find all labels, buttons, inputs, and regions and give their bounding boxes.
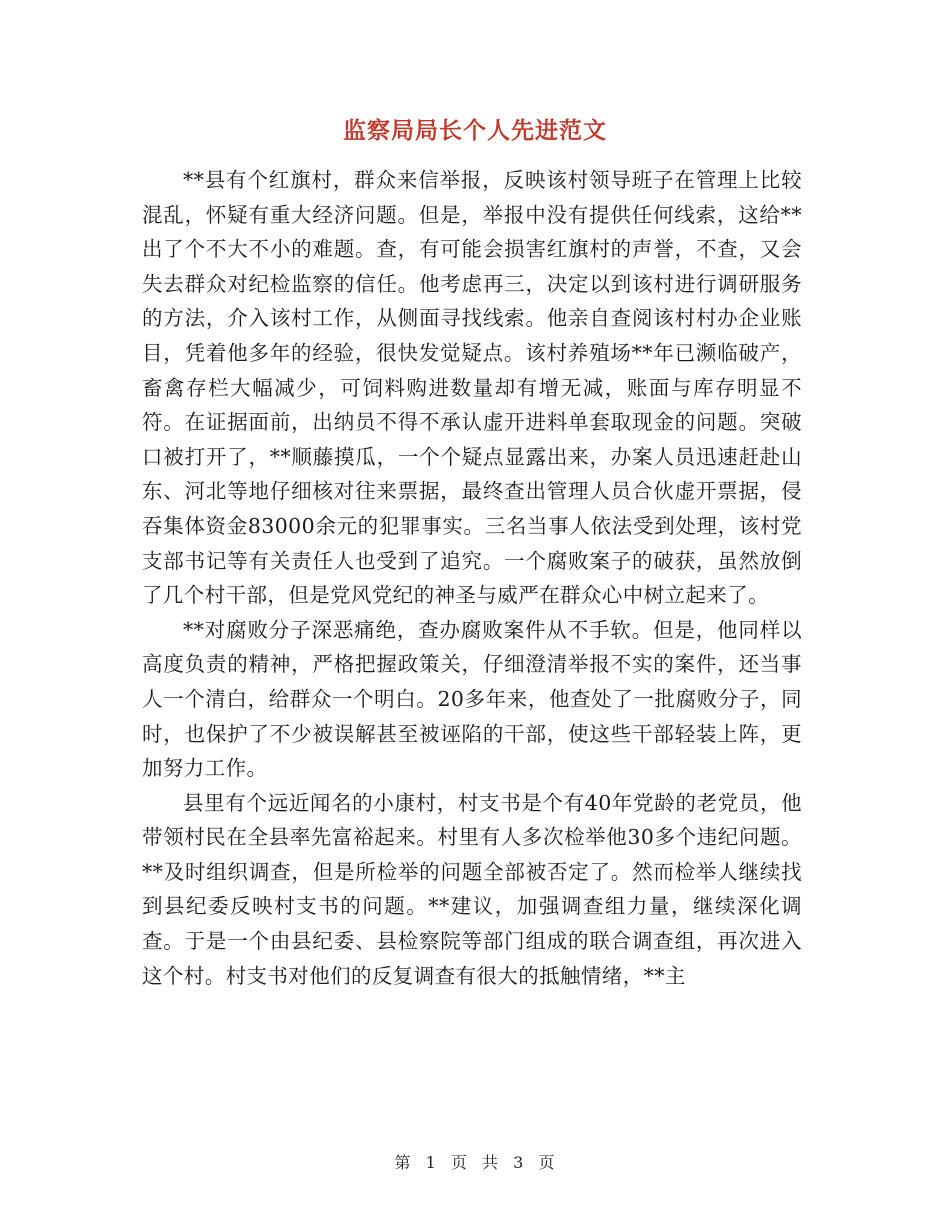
footer-page-word: 页 bbox=[450, 1153, 468, 1172]
page-title: 监察局局长个人先进范文 bbox=[343, 117, 607, 144]
paragraph-1: **县有个红旗村，群众来信举报，反映该村领导班子在管理上比较混乱，怀疑有重大经济问题。但是，举报中没有提供任何线索，这给**出了个不大不小的难题。查，有可能会损害红旗村的声誉，不查，又会失去群众对纪检监察的信任。他考虑再三，决定以到该村进行调研服务的方法，介入该村工作，从侧面寻找线索。他亲自查阅该村村办企业账目，凭着他多年的经验，很快发觉疑点。该村养殖场**年已濒临破产，畜禽存栏大幅减少，可饲料购进数量却有增无减，账面与库存明显不符。在证据面前，出纳员不得不承认虚开进料单套取现金的问题。突破口被打开了，**顺藤摸瓜，一个个疑点显露出来，办案人员迅速赶赴山东、河北等地仔细核对往来票据，最终查出管理人员合伙虚开票据，侵吞集体资金83000余元的犯罪事实。三名当事人依法受到处理，该村党支部书记等有关责任人也受到了追究。一个腐败案子的破获，虽然放倒了几个村干部，但是党风党纪的神圣与威严在群众心中树立起来了。 bbox=[142, 168, 802, 608]
page-footer bbox=[0, 1150, 950, 1173]
document-body bbox=[142, 163, 802, 993]
footer-total-pages: 3 bbox=[513, 1153, 525, 1172]
footer-total-prefix: 共 bbox=[482, 1153, 500, 1172]
footer-prefix: 第 bbox=[394, 1153, 412, 1172]
paragraph-3: 县里有个远近闻名的小康村，村支书是个有40年党龄的老党员，他带领村民在全县率先富裕起来。村里有人多次检举他30多个违纪问题。**及时组织调查，但是所检举的问题全部被否定了。然而检举人继续找到县纪委反映村支书的问题。**建议，加强调查组力量，继续深化调查。于是一个由县纪委、县检察院等部门组成的联合调查组，再次进入这个村。村支书对他们的反复调查有很大的抵触情绪，**主 bbox=[142, 790, 802, 988]
footer-suffix: 页 bbox=[538, 1153, 556, 1172]
paragraph-2: **对腐败分子深恶痛绝，查办腐败案件从不手软。但是，他同样以高度负责的精神，严格把握政策关，仔细澄清举报不实的案件，还当事人一个清白，给群众一个明白。20多年来，他查处了一批腐败分子，同时，也保护了不少被误解甚至被诬陷的干部，使这些干部轻装上阵，更加努力工作。 bbox=[142, 617, 802, 781]
footer-current-page: 1 bbox=[425, 1153, 437, 1172]
